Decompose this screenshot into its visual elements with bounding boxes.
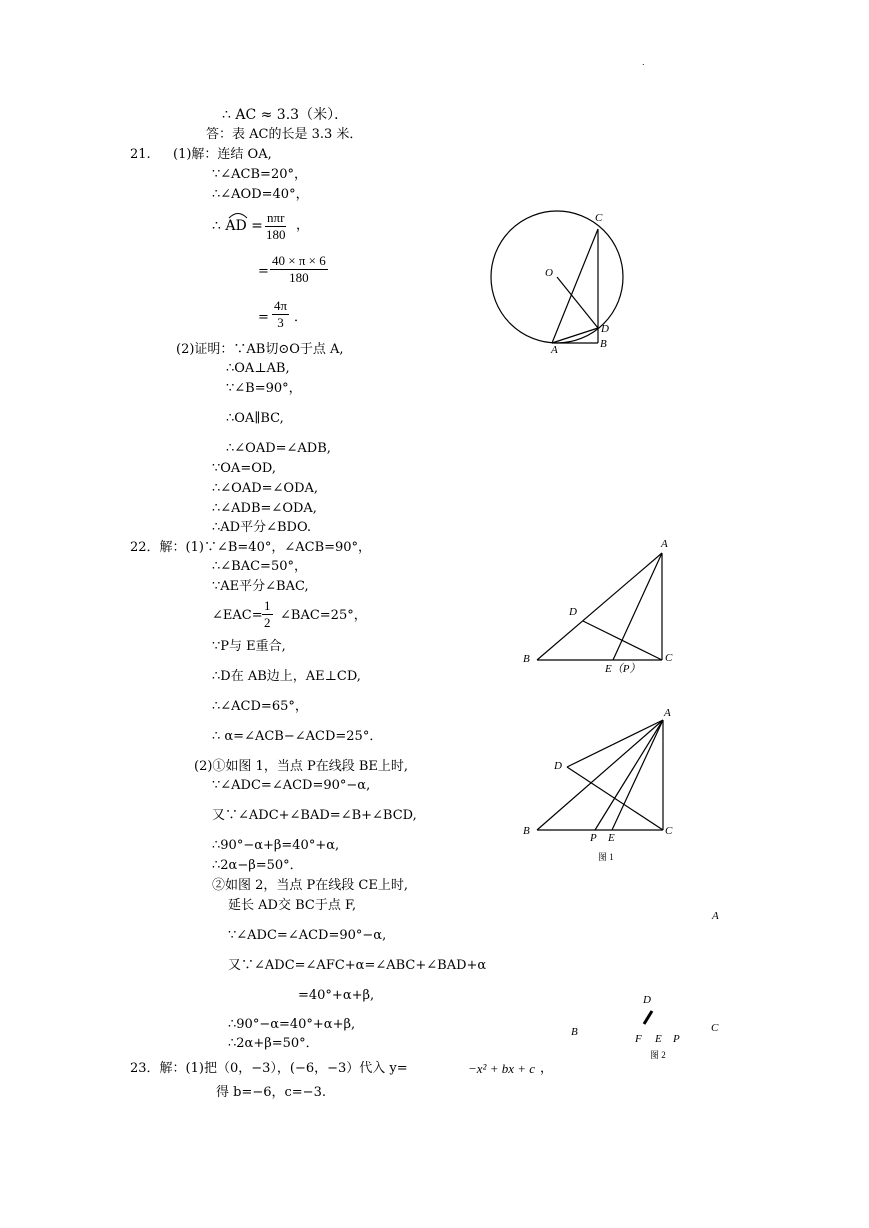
label-c: C xyxy=(665,825,673,837)
label-o: O xyxy=(545,267,553,279)
q23-line-1: 得 b=−6，c=−3. xyxy=(216,1085,326,1100)
q22-p3-line-4: =40°+α+β, xyxy=(298,988,375,1003)
q22-line-3-pre: ∠EAC= xyxy=(212,608,263,623)
label-f: F xyxy=(635,1033,642,1045)
q23-comma: ， xyxy=(540,1061,554,1076)
fraction-numerator: 40 × π × 6 xyxy=(272,253,326,268)
arc-symbol-icon xyxy=(227,211,249,219)
q21-eq-2: = xyxy=(258,264,269,279)
q21-comma: ， xyxy=(296,218,310,233)
q23-formula: −x² + bx + c xyxy=(468,1061,536,1076)
q22-p3-line-6: ∴2α+β=50°． xyxy=(228,1036,319,1051)
q21-p2-line-8: ∴AD平分∠BDO. xyxy=(212,520,311,535)
q22-p2-line-2: 又∵∠ADC+∠BAD=∠B+∠BCD, xyxy=(212,808,417,823)
fraction-denominator: 2 xyxy=(264,615,271,630)
q22-p3-head: ②如图 2，当点 P在线段 CE上时, xyxy=(212,878,408,893)
q21-p2-line-1: ∴OA⊥AB, xyxy=(226,361,290,376)
label-p: P xyxy=(590,832,597,844)
label-p: P xyxy=(673,1033,680,1045)
label-a: A xyxy=(712,910,719,922)
fraction-numerator: nπr xyxy=(267,210,285,225)
q21-fraction-3 xyxy=(272,298,289,331)
label-b: B xyxy=(600,338,607,350)
label-b: B xyxy=(571,1026,578,1038)
circle-figure xyxy=(485,205,635,355)
s20-answer: 答：表 AC的长是 3.3 米． xyxy=(206,127,363,142)
q22-line-3-post: ∠BAC=25°， xyxy=(280,608,367,623)
label-d: D xyxy=(601,323,609,335)
q21-arc-label: ∴ AD = xyxy=(212,218,263,234)
q21-p2-line-2: ∵∠B=90°， xyxy=(226,381,302,396)
triangle-figure xyxy=(515,535,695,680)
header-dot: . xyxy=(642,58,645,67)
label-d: D xyxy=(569,606,577,618)
q22-p2-head: (2)①如图 1，当点 P在线段 BE上时, xyxy=(194,759,409,774)
q21-p1-line-2: ∴∠AOD=40°， xyxy=(212,187,309,202)
q22-line-4: ∵P与 E重合, xyxy=(212,639,286,654)
fraction-denominator: 180 xyxy=(265,227,286,242)
q22-fraction-half xyxy=(262,598,273,631)
q21-p1-head: (1)解：连结 OA, xyxy=(173,147,272,162)
q22-p3-line-5: ∴90°−α=40°+α+β, xyxy=(228,1017,356,1032)
q22-p2-line-1: ∵∠ADC=∠ACD=90°−α, xyxy=(212,778,371,793)
q21-period: ． xyxy=(294,310,308,325)
fraction-denominator: 180 xyxy=(289,270,309,285)
label-c: C xyxy=(711,1022,719,1034)
q21-p2-line-7: ∴∠ADB=∠ODA, xyxy=(212,501,317,516)
q21-fraction-1 xyxy=(265,210,286,243)
q22-p3-line-2: ∵∠ADC=∠ACD=90°−α, xyxy=(228,928,387,943)
figure-1-caption: 图 1 xyxy=(598,852,614,862)
q21-eq-3: = xyxy=(258,310,269,325)
q22-p2-line-4: ∴2α−β=50°． xyxy=(212,858,303,873)
q22-p2-line-3: ∴90°−α+β=40°+α, xyxy=(212,838,340,853)
fraction-denominator: 3 xyxy=(277,315,284,330)
q21-p2-line-3: ∴OA∥BC, xyxy=(226,411,284,426)
q22-p3-line-1: 延长 AD交 BC于点 F, xyxy=(228,898,357,913)
q21-p2-line-4: ∴∠OAD=∠ADB, xyxy=(226,441,331,456)
q21-number: 21. xyxy=(130,147,151,162)
label-d: D xyxy=(554,760,562,772)
label-a: A xyxy=(661,538,668,550)
q22-line-2: ∵AE平分∠BAC, xyxy=(212,579,309,594)
q22-line-7: ∴ α=∠ACB−∠ACD=25°． xyxy=(212,729,383,744)
figure-2-caption: 图 2 xyxy=(650,1050,666,1060)
q21-fraction-2 xyxy=(270,253,328,286)
fraction-numerator: 1 xyxy=(264,598,271,613)
label-c: C xyxy=(665,652,673,664)
q21-p2-head: (2)证明：∵AB切⊙O于点 A, xyxy=(176,342,344,357)
q22-head: 22．解：(1)∵∠B=40°，∠ACB=90°， xyxy=(130,540,372,555)
figure-1 xyxy=(515,700,695,870)
label-b: B xyxy=(523,825,530,837)
figure-2 xyxy=(560,900,740,1065)
label-d: D xyxy=(643,994,651,1006)
label-a: A xyxy=(664,707,671,719)
q21-p2-line-6: ∴∠OAD=∠ODA, xyxy=(212,481,319,496)
s20-line-1: ∴ AC ≈ 3.3（米）． xyxy=(222,107,349,123)
label-e-p: E（P） xyxy=(605,663,641,675)
label-c: C xyxy=(595,212,603,224)
q22-line-1: ∴∠BAC=50°， xyxy=(212,559,307,574)
label-e: E xyxy=(655,1033,662,1045)
q21-p1-line-1: ∵∠ACB=20°， xyxy=(212,167,307,182)
q22-line-6: ∴∠ACD=65°， xyxy=(212,699,308,714)
q22-p3-line-3: 又∵∠ADC=∠AFC+α=∠ABC+∠BAD+α xyxy=(228,958,487,973)
label-b: B xyxy=(523,653,530,665)
q22-line-5: ∴D在 AB边上，AE⊥CD, xyxy=(212,669,361,684)
q23-head: 23．解：(1)把（0，−3），(−6，−3）代入 y= xyxy=(130,1061,408,1076)
label-e: E xyxy=(608,832,615,844)
label-a: A xyxy=(551,344,558,355)
q21-p2-line-5: ∵OA=OD, xyxy=(212,461,276,476)
fraction-numerator: 4π xyxy=(274,298,288,313)
